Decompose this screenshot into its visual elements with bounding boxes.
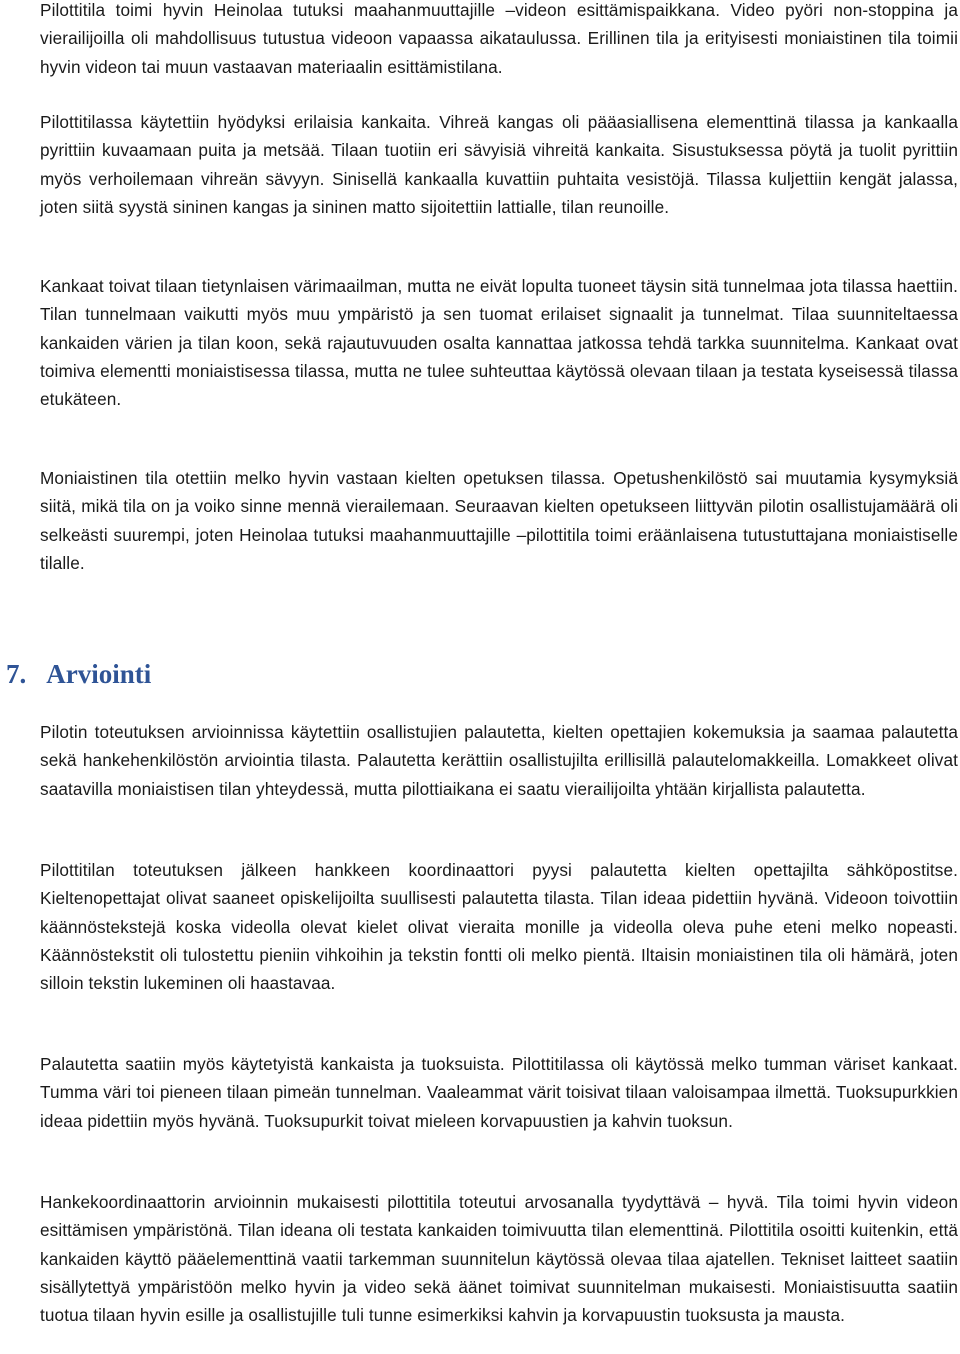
paragraph-coordinator-assessment: Hankekoordinaattorin arvioinnin mukaisesti pilottitila toteutui arvosanalla tyydyttävä – hyvä. Tila toimi hyvin videon esittämisen ympäristönä. Tilan ideana oli testata kankaiden toimivuutta tilan elementtinä. Pilottitila osoitti kuitenkin, että kankaiden käyttö pääelementtinä vaatii tarkemman suunnitelun käytössä olevaa tilaa ajatellen. Tekniset laitteet saatiin sisällytettyä ympäristöön melko hyvin ja video sekä äänet toimivat suunnitelman mukaisesti. Moniaistisuutta saatiin tuotua tilaan hyvin esille ja osallistujille tuli tunne esimerkiksi kahvin ja korvapuustin tuoksusta ja mausta. bbox=[40, 1192, 958, 1326]
paragraph-color-world: Kankaat toivat tilaan tietynlaisen värimaailman, mutta ne eivät lopulta tuoneet täysin sitä tunnelmaa jota tilassa haettiin. Tilan tunnelmaan vaikutti myös muu ympäristö ja sen tuomat erilaiset signaalit ja tunnelmat. Tilaa suunniteltaessa kankaiden värien ja tilan koon, sekä rajautuvuuden osalta kannattaa jatkossa tehdä tarkka suunnitelma. Kankaat ovat toimiva elementti moniaistisessa tilassa, mutta ne tulee suhteuttaa käytössä olevaan tilaan ja testata kyseisessä tilassa etukäteen. bbox=[40, 276, 958, 410]
paragraph-fabric-scent-feedback: Palautetta saatiin myös käytetyistä kankaista ja tuoksuista. Pilottitilassa oli käytössä melko tumman väriset kankaat. Tumma väri toi pieneen tilaan pimeän tunnelman. Vaaleammat värit toisivat tilaan valoisampaa ilmettä. Tuoksupurkkien ideaa pidettiin myös hyvänä. Tuoksupurkit toivat mieleen korvapuustien ja kahvin tuoksun. bbox=[40, 1054, 958, 1131]
paragraph-reception: Moniaistinen tila otettiin melko hyvin vastaan kielten opetuksen tilassa. Opetushenkilöstö sai muutamia kysymyksiä siitä, mikä tila on ja voiko sinne mennä vierailemaan. Seuraavan kielten opetukseen liittyvän pilotin osallistujamäärä oli selkeästi suurempi, joten Heinolaa tutuksi maahanmuuttajille –pilottitila toimi eräänlaisena tutustuttajana moniaistiselle tilalle. bbox=[40, 468, 958, 573]
section-heading bbox=[6, 656, 151, 692]
paragraph-teacher-feedback: Pilottitilan toteutuksen jälkeen hankkeen koordinaattori pyysi palautetta kielten opettajilta sähköpostitse. Kieltenopettajat olivat saaneet opiskelijoilta suullisesti palautetta tilasta. Tilan ideaa pidettiin hyvänä. Videoon toivottiin käännöstekstejä koska videolla olevat kielet olivat vieraita monille ja videolla oleva puhe eteni melko nopeasti. Käännöstekstit oli tulostettu pieniin vihkoihin ja tekstin fontti oli melko pientä. Iltaisin moniaistinen tila oli hämärä, joten silloin tekstin lukeminen oli haastavaa. bbox=[40, 860, 958, 994]
paragraph-fabrics: Pilottitilassa käytettiin hyödyksi erilaisia kankaita. Vihreä kangas oli pääasiallisena elementtinä tilassa ja kankaalla pyrittiin kuvaamaan puita ja metsää. Tilaan tuotiin eri sävyisiä vihreitä kankaita. Sisustuksessa pöytä ja tuolit pyrittiin myös verhoilemaan vihreän sävyyn. Sinisellä kankaalla kuvattiin puhtaita vesistöjä. Tilassa kuljettiin kengät jalassa, joten siitä syystä sininen kangas ja sininen matto sijoitettiin lattialle, tilan reunoille. bbox=[40, 112, 958, 217]
section-title: Arviointi bbox=[46, 659, 152, 689]
paragraph-evaluation-method: Pilotin toteutuksen arvioinnissa käytettiin osallistujien palautetta, kielten opettajien kokemuksia ja saamaa palautetta sekä hankehenkilöstön arviointia tilasta. Palautetta kerättiin osallistujilta erillisillä palautelomakkeilla. Lomakkeet olivat saatavilla moniaistisen tilan yhteydessä, mutta pilottiaikana ei saatu vierailijoilta yhtään kirjallista palautetta. bbox=[40, 722, 958, 799]
section-number: 7. bbox=[6, 659, 27, 689]
paragraph-video-venue: Pilottitila toimi hyvin Heinolaa tutuksi maahanmuuttajille –videon esittämispaikkana. Video pyöri non-stoppina ja vierailijoilla oli mahdollisuus tutustua videoon vapaassa aikataulussa. Erillinen tila ja erityisesti moniaistinen tila toimii hyvin videon tai muun vastaavan materiaalin esittämistilana. bbox=[40, 0, 958, 77]
